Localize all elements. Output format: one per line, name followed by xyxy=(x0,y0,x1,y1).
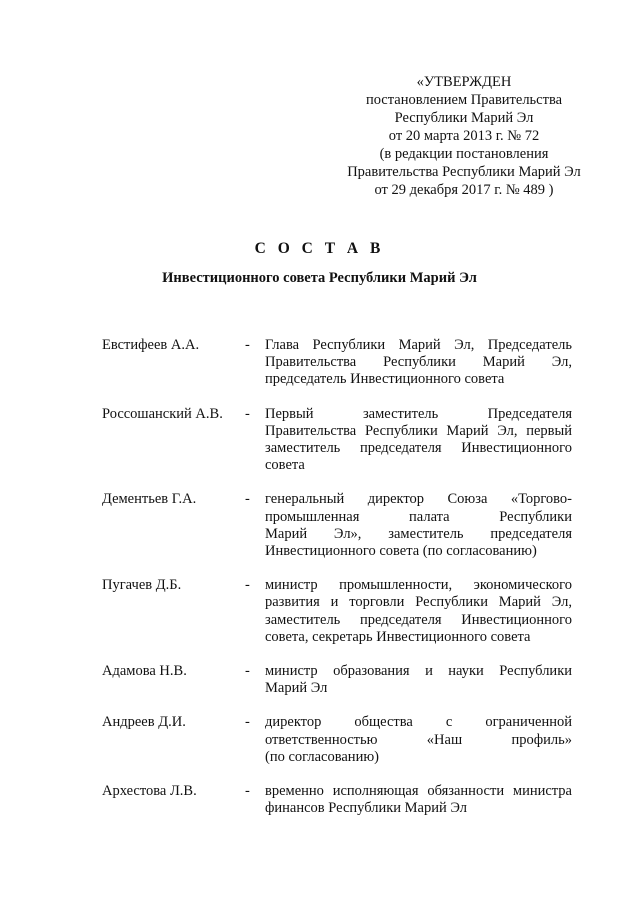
member-role-line: Инвестиционного совета (по согласованию) xyxy=(265,543,537,560)
approval-stamp xyxy=(318,73,610,199)
member-name: Пугачев Д.Б. xyxy=(102,577,182,594)
member-name: Евстифеев А.А. xyxy=(102,337,200,353)
member-row xyxy=(102,577,572,646)
member-name: Адамова Н.В. xyxy=(102,663,187,680)
member-name: Андреев Д.И. xyxy=(102,714,186,731)
member-name: Дементьев Г.А. xyxy=(102,491,197,508)
member-role xyxy=(265,783,572,817)
approval-line: «УТВЕРЖДЕН xyxy=(416,74,512,90)
member-row xyxy=(102,337,572,389)
member-role xyxy=(265,663,572,697)
member-role-line: Марий Эл xyxy=(265,680,328,697)
member-role-line: совета xyxy=(265,457,305,474)
member-row xyxy=(102,663,572,697)
member-role xyxy=(265,577,572,646)
member-role-line: Глава Республики Марий Эл, Председатель xyxy=(265,337,572,353)
member-role-line: директор общества с ограниченной xyxy=(265,714,572,731)
members-list xyxy=(102,337,572,834)
approval-line: от 29 декабря 2017 г. № 489 ) xyxy=(374,182,554,198)
member-role-line: Первый заместитель Председателя xyxy=(265,405,572,422)
member-row xyxy=(102,491,572,560)
member-name: Россошанский А.В. xyxy=(102,405,223,422)
member-role-line: Правительства Республики Марий Эл, первый xyxy=(265,422,572,439)
member-row xyxy=(102,783,572,817)
member-role-line: ответственностью «Наш профиль» xyxy=(265,731,572,748)
member-role-line: заместитель председателя Инвестиционного xyxy=(265,611,572,628)
member-row xyxy=(102,406,572,475)
approval-line: Республики Марий Эл xyxy=(394,110,534,126)
member-role xyxy=(265,714,572,766)
member-name: Архестова Л.В. xyxy=(102,783,197,800)
member-role xyxy=(265,337,572,389)
member-dash: - xyxy=(245,714,250,731)
approval-line: (в редакции постановления xyxy=(379,146,549,162)
member-row xyxy=(102,714,572,766)
member-role-line: финансов Республики Марий Эл xyxy=(265,800,467,817)
member-dash: - xyxy=(245,577,250,594)
member-role-line: (по согласованию) xyxy=(265,748,379,765)
member-role-line: развития и торговли Республики Марий Эл, xyxy=(265,594,572,611)
member-role-line: совета, секретарь Инвестиционного совета xyxy=(265,628,531,645)
member-dash: - xyxy=(245,663,250,680)
member-role-line: министр образования и науки Республики xyxy=(265,663,572,680)
member-role-line: промышленная палата Республики xyxy=(265,508,572,525)
member-role-line: Марий Эл», заместитель председателя xyxy=(265,525,572,542)
document-title: С О С Т А В xyxy=(254,240,385,257)
approval-line: Правительства Республики Марий Эл xyxy=(347,164,581,180)
member-dash: - xyxy=(245,405,250,422)
approval-line: постановлением Правительства xyxy=(365,92,563,108)
document-subtitle: Инвестиционного совета Республики Марий Эл xyxy=(162,270,477,286)
approval-line: от 20 марта 2013 г. № 72 xyxy=(388,128,540,144)
member-role-line: генеральный директор Союза «Торгово- xyxy=(265,491,572,508)
member-dash: - xyxy=(245,491,250,508)
member-dash: - xyxy=(245,337,250,353)
member-role-line: заместитель председателя Инвестиционного xyxy=(265,440,572,457)
member-role-line: председатель Инвестиционного совета xyxy=(265,371,505,388)
member-dash: - xyxy=(245,783,250,800)
member-role xyxy=(265,491,572,560)
member-role xyxy=(265,406,572,475)
member-role-line: Правительства Республики Марий Эл, xyxy=(265,354,572,371)
member-role-line: временно исполняющая обязанности министра xyxy=(265,783,572,800)
member-role-line: министр промышленности, экономического xyxy=(265,577,572,594)
